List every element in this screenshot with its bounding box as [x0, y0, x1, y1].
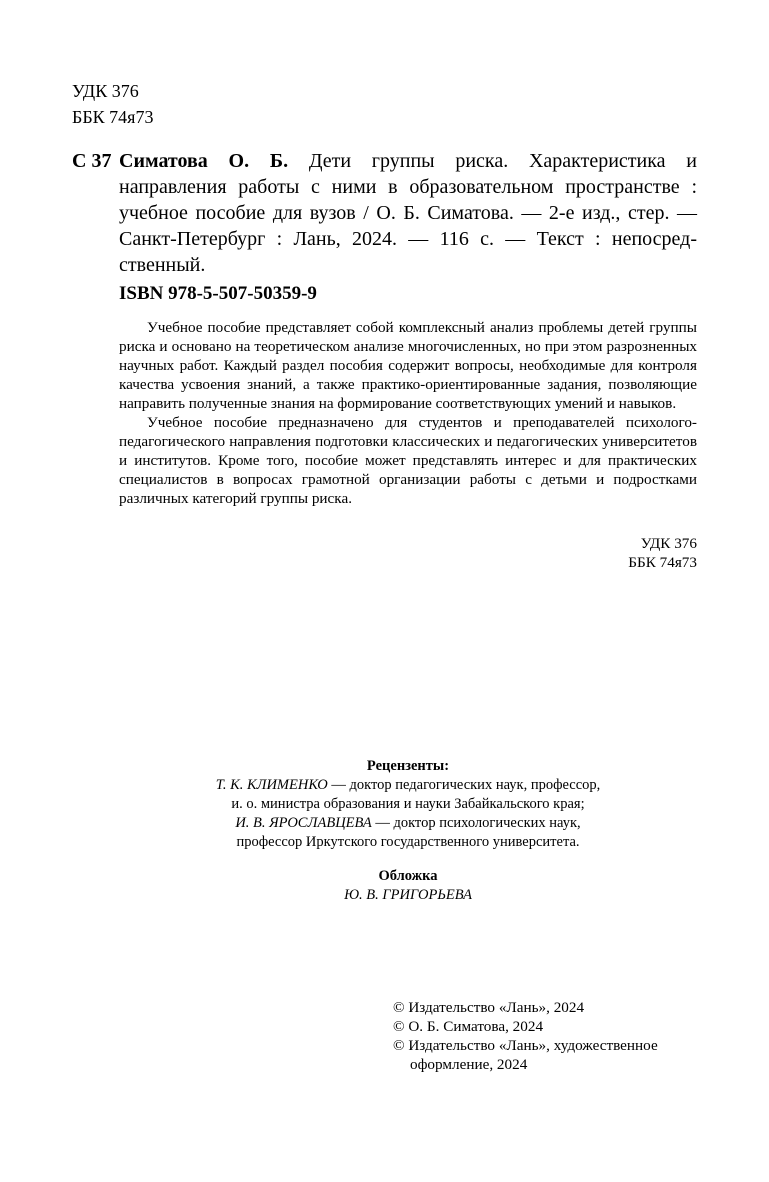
abstract-paragraph: Учебное пособие предназначено для студентов и преподавателей психолого-педагогического направления подготовки классических и педагогических университетов и институтов. Кроме того, пособие может представлять интерес и для практических специалистов в вопросах грамотной организации работы с детьми и подростками различных категорий группы риска. — [119, 414, 697, 507]
copyright-line: © Издательство «Лань», художественное оформление, 2024 — [393, 1037, 658, 1073]
citation-author: Симатова О. Б. — [119, 150, 289, 172]
reviewer-name: И. В. ЯРОСЛАВЦЕВА — [235, 815, 372, 831]
copyright-line: © Издательство «Лань», 2024 — [393, 999, 585, 1016]
udk-code: УДК 376 — [640, 535, 697, 552]
udk-code: УДК 376 — [72, 81, 139, 101]
cover-credit — [119, 867, 697, 905]
cover-heading: Обложка — [378, 868, 438, 884]
author-mark: С 37 — [72, 150, 112, 172]
bibliographic-citation — [119, 148, 697, 278]
copyright-block — [393, 998, 703, 1074]
reviewer-title: — доктор педагогических наук, профессор, — [327, 777, 601, 793]
reviewer-name: Т. К. КЛИМЕНКО — [215, 777, 328, 793]
reviewers-block — [119, 757, 697, 852]
isbn: ISBN 978-5-507-50359-9 — [119, 283, 317, 304]
bottom-classification — [560, 534, 697, 572]
bbk-code: ББК 74я73 — [628, 554, 697, 571]
reviewer-line — [119, 814, 697, 833]
abstract-paragraph: Учебное пособие представляет собой комплексный анализ проблемы детей группы риска и основано на теоретическом анализе многочисленных, но при этом разрозненных научных работ. Каждый раздел пособия содержит вопросы, необходимые для контроля качества усвоения знаний, а также практико-ориентированные задания, позволяющие направить полученные знания на формирование соответствующих умений и навыков. — [119, 319, 697, 412]
reviewers-heading: Рецензенты: — [366, 758, 450, 774]
bbk-code: ББК 74я73 — [72, 107, 154, 127]
cover-designer: Ю. В. ГРИГОРЬЕВА — [344, 887, 472, 903]
abstract — [119, 318, 697, 508]
top-classification — [72, 78, 153, 130]
reviewer-position: и. о. министра образования и науки Забайкальского края; — [231, 796, 585, 812]
reviewer-position: профессор Иркутского государственного университета. — [236, 834, 580, 850]
copyright-line: © О. Б. Симатова, 2024 — [393, 1018, 544, 1035]
reviewer-title: — доктор психологических наук, — [371, 815, 581, 831]
citation-text: Дети группы риска. Характеристика и направления работы с ними в образовательном пространстве : учебное пособие для вузов / О. Б. Симатова. — 2-е изд., стер. — Санкт-Петербург : Лань, 2024. — 116 с. — Текст : непосредственный. — [119, 150, 698, 276]
reviewer-line — [119, 776, 697, 795]
